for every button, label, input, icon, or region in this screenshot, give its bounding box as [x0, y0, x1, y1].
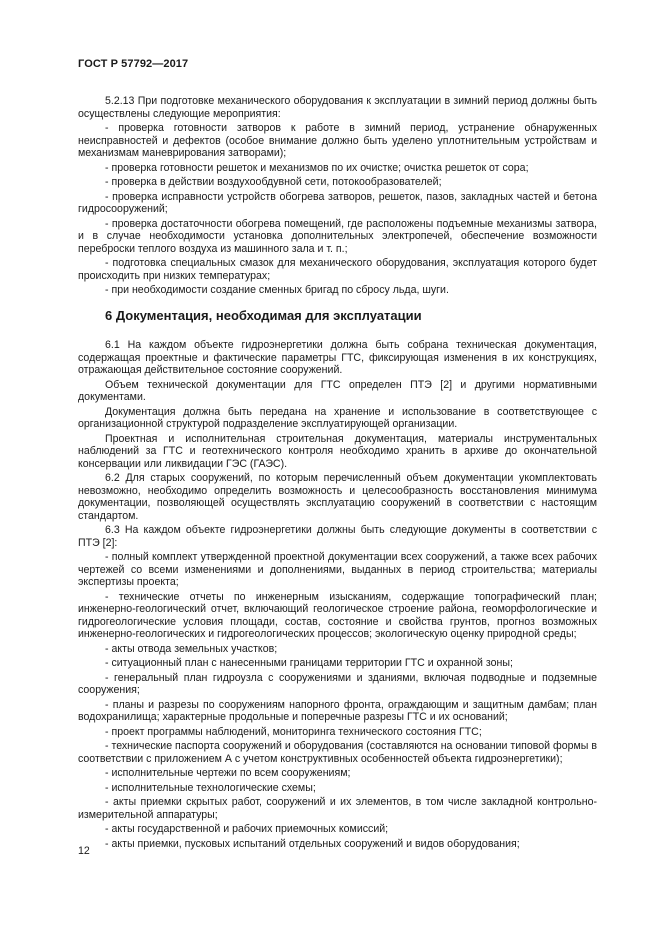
- list-item: - ситуационный план с нанесенными границами территории ГТС и охранной зоны;: [105, 657, 513, 669]
- list-item: - проверка готовности затворов к работе в зимний период, устранение обнаруженных неисправностей и дефектов (особое внимание должно быть уделено уплотнительным устройствам и механизмам маневрирования затворами);: [78, 122, 597, 159]
- clause-intro: 5.2.13 При подготовке механического оборудования к эксплуатации в зимний период должны быть осуществлены следующие мероприятия:: [78, 95, 597, 120]
- list-item: - исполнительные технологические схемы;: [105, 781, 316, 794]
- section-6-heading-block: [78, 308, 597, 323]
- paragraph: Документация должна быть передана на хранение и использование в соответствующее с организационной структурой подразделение эксплуатирующей организации.: [78, 405, 597, 430]
- list-item: - акты отвода земельных участков;: [105, 642, 278, 655]
- list-item: - проверка в действии воздухообдувной сети, потокообразователей;: [105, 176, 442, 188]
- document-header: ГОСТ Р 57792—2017: [78, 58, 189, 70]
- list-item: - генеральный план гидроузла с сооружениями и зданиями, включая подводные и подземные сооружения;: [78, 671, 597, 696]
- paragraph: 6.3 На каждом объекте гидроэнергетики должны быть следующие документы в соответствии с ПТЭ [2]:: [78, 524, 597, 549]
- list-item: - проверка достаточности обогрева помещений, где расположены подъемные механизмы затвора, и в случае необходимости установка дополнительных электропечей, обеспечение возможности переброски теплого воздуха из машинного зала и т. п.;: [78, 217, 597, 255]
- list-item: - полный комплект утвержденной проектной документации всех сооружений, а также всех рабочих чертежей со всеми изменениями и дополнениями, выданных в период строительства; материалы экспертизы проекта;: [78, 551, 597, 588]
- list-item: - проверка готовности решеток и механизмов по их очистке; очистка решеток от сора;: [105, 161, 529, 174]
- list-item: - проверка исправности устройств обогрева затворов, решеток, пазов, закладных частей и бетона гидросооружений;: [78, 190, 597, 215]
- list-item: - при необходимости создание сменных бригад по сбросу льда, шуги.: [105, 284, 449, 296]
- list-item: - акты приемки, пусковых испытаний отдельных сооружений и видов оборудования;: [105, 837, 520, 850]
- list-item: - проект программы наблюдений, мониторинга технического состояния ГТС;: [105, 725, 482, 738]
- list-item: - планы и разрезы по сооружениям напорного фронта, ограждающим и защитным дамбам; план водохранилища; характерные продольные и поперечные разрезы ГТС и их оснований;: [78, 698, 597, 723]
- list-item: - технические паспорта сооружений и оборудования (составляются на основании типовой формы в соответствии с приложением А с учетом конструктивных особенностей объекта гидроэнергетики);: [78, 740, 597, 765]
- paragraph: Проектная и исполнительная строительная документация, материалы инструментальных наблюдений за ГТС и геотехнического контроля необходимо хранить в архиве до окончательной консервации или ликвидации ГЭС (ГАЭС).: [78, 432, 597, 470]
- section-heading: 6 Документация, необходимая для эксплуатации: [105, 308, 422, 323]
- list-item: - исполнительные чертежи по всем сооружениям;: [105, 767, 351, 779]
- paragraph: Объем технической документации для ГТС определен ПТЭ [2] и другими нормативными документами.: [78, 378, 597, 403]
- paragraph: 6.1 На каждом объекте гидроэнергетики должна быть собрана техническая документация, содержащая проектные и фактические параметры ГТС, фиксирующая изменения в их конструкциях, отражающая действительное состояние сооружений.: [78, 339, 597, 376]
- list-item: - технические отчеты по инженерным изысканиям, содержащие топографический план; инженерно-геологический отчет, включающий геологическое строение района, геоморфологические и гидрогеологические условия площади, состав, состояние и свойства грунтов, прогноз возможных инженерно-геологических и гидрогеологических процессов; экологическую оценку природной среды;: [78, 590, 597, 640]
- list-item: - акты приемки скрытых работ, сооружений и их элементов, в том числе закладной контрольно-измерительной аппаратуры;: [78, 796, 597, 821]
- paragraph: 6.2 Для старых сооружений, по которым перечисленный объем документации укомплектовать невозможно, необходимо определить возможность и целесообразность восстановления минимума документации, позволяющей осуществлять эксплуатацию сооружений в соответствии с настоящим стандартом.: [78, 472, 597, 522]
- page-number: 12: [78, 845, 90, 857]
- clause-5-2-13: [78, 95, 597, 299]
- section-6-body: [78, 339, 597, 852]
- list-item: - акты государственной и рабочих приемочных комиссий;: [105, 823, 389, 835]
- list-item: - подготовка специальных смазок для механического оборудования, эксплуатация которого будет происходить при низких температурах;: [78, 257, 597, 282]
